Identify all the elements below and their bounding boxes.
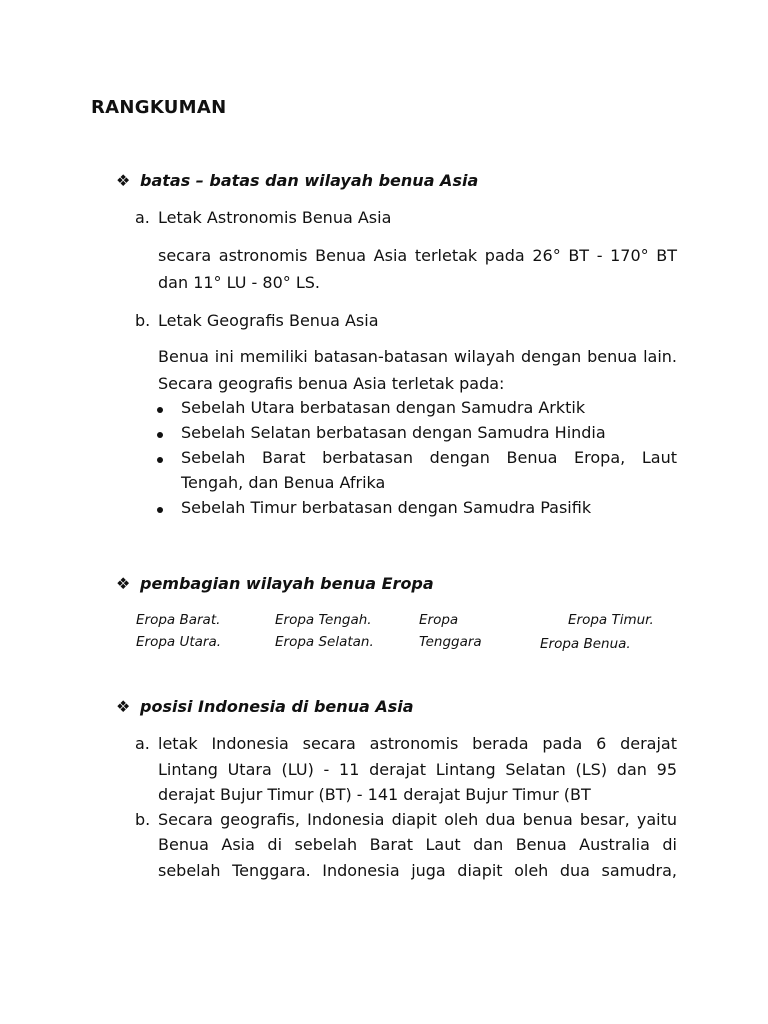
list-label-a: a. (135, 208, 150, 227)
paragraph-line: sebelah Tenggara. Indonesia juga diapit oleh dua samudra, (158, 861, 677, 880)
bullet-item: Sebelah Utara berbatasan dengan Samudra Arktik (181, 398, 586, 417)
paragraph-line: secara astronomis Benua Asia terletak pada 26° BT - 170° BT (158, 246, 677, 265)
region-item: Eropa Selatan. (275, 634, 374, 650)
section-heading-indonesia (116, 697, 414, 716)
bullet-item: Sebelah Barat berbatasan dengan Benua Eropa, Laut (181, 448, 677, 467)
section-heading-text: pembagian wilayah benua Eropa (140, 574, 434, 593)
paragraph-line: Secara geografis, Indonesia diapit oleh dua benua besar, yaitu (158, 810, 677, 829)
diamond-bullet-icon: ❖ (116, 574, 131, 593)
list-label-b: b. (135, 810, 151, 829)
diamond-bullet-icon: ❖ (116, 171, 131, 190)
region-item: Eropa Benua. (540, 636, 631, 652)
region-item: Eropa Barat. (136, 612, 221, 628)
subheading-geografis: Letak Geografis Benua Asia (158, 311, 379, 330)
region-item: Eropa Utara. (136, 634, 222, 650)
list-label-b: b. (135, 311, 151, 330)
subheading-astronomis: Letak Astronomis Benua Asia (158, 208, 392, 227)
paragraph-line: Secara geografis benua Asia terletak pada: (158, 374, 505, 393)
document-title: RANGKUMAN (91, 97, 227, 118)
region-item: Eropa Timur. (568, 612, 654, 628)
bullet-dot-icon (157, 457, 163, 463)
bullet-dot-icon (157, 507, 163, 513)
diamond-bullet-icon: ❖ (116, 697, 131, 716)
section-heading-text: batas – batas dan wilayah benua Asia (140, 171, 479, 190)
region-item: Eropa (419, 612, 459, 628)
bullet-item: Sebelah Timur berbatasan dengan Samudra Pasifik (181, 498, 592, 517)
section-heading-batas-wilayah (116, 171, 478, 190)
region-item: Tenggara (419, 634, 482, 650)
paragraph-line: derajat Bujur Timur (BT) - 141 derajat Bujur Timur (BT (158, 785, 591, 804)
section-heading-eropa (116, 574, 434, 593)
bullet-dot-icon (157, 432, 163, 438)
paragraph-line: Benua ini memiliki batasan-batasan wilayah dengan benua lain. (158, 347, 677, 366)
paragraph-line: dan 11° LU - 80° LS. (158, 273, 321, 292)
paragraph-line: letak Indonesia secara astronomis berada pada 6 derajat (158, 734, 677, 753)
paragraph-line: Benua Asia di sebelah Barat Laut dan Benua Australia di (158, 835, 677, 854)
bullet-item-continuation: Tengah, dan Benua Afrika (181, 473, 386, 492)
bullet-dot-icon (157, 407, 163, 413)
region-item: Eropa Tengah. (275, 612, 372, 628)
bullet-item: Sebelah Selatan berbatasan dengan Samudra Hindia (181, 423, 606, 442)
paragraph-line: Lintang Utara (LU) - 11 derajat Lintang Selatan (LS) dan 95 (158, 760, 677, 779)
list-label-a: a. (135, 734, 150, 753)
section-heading-text: posisi Indonesia di benua Asia (140, 697, 414, 716)
